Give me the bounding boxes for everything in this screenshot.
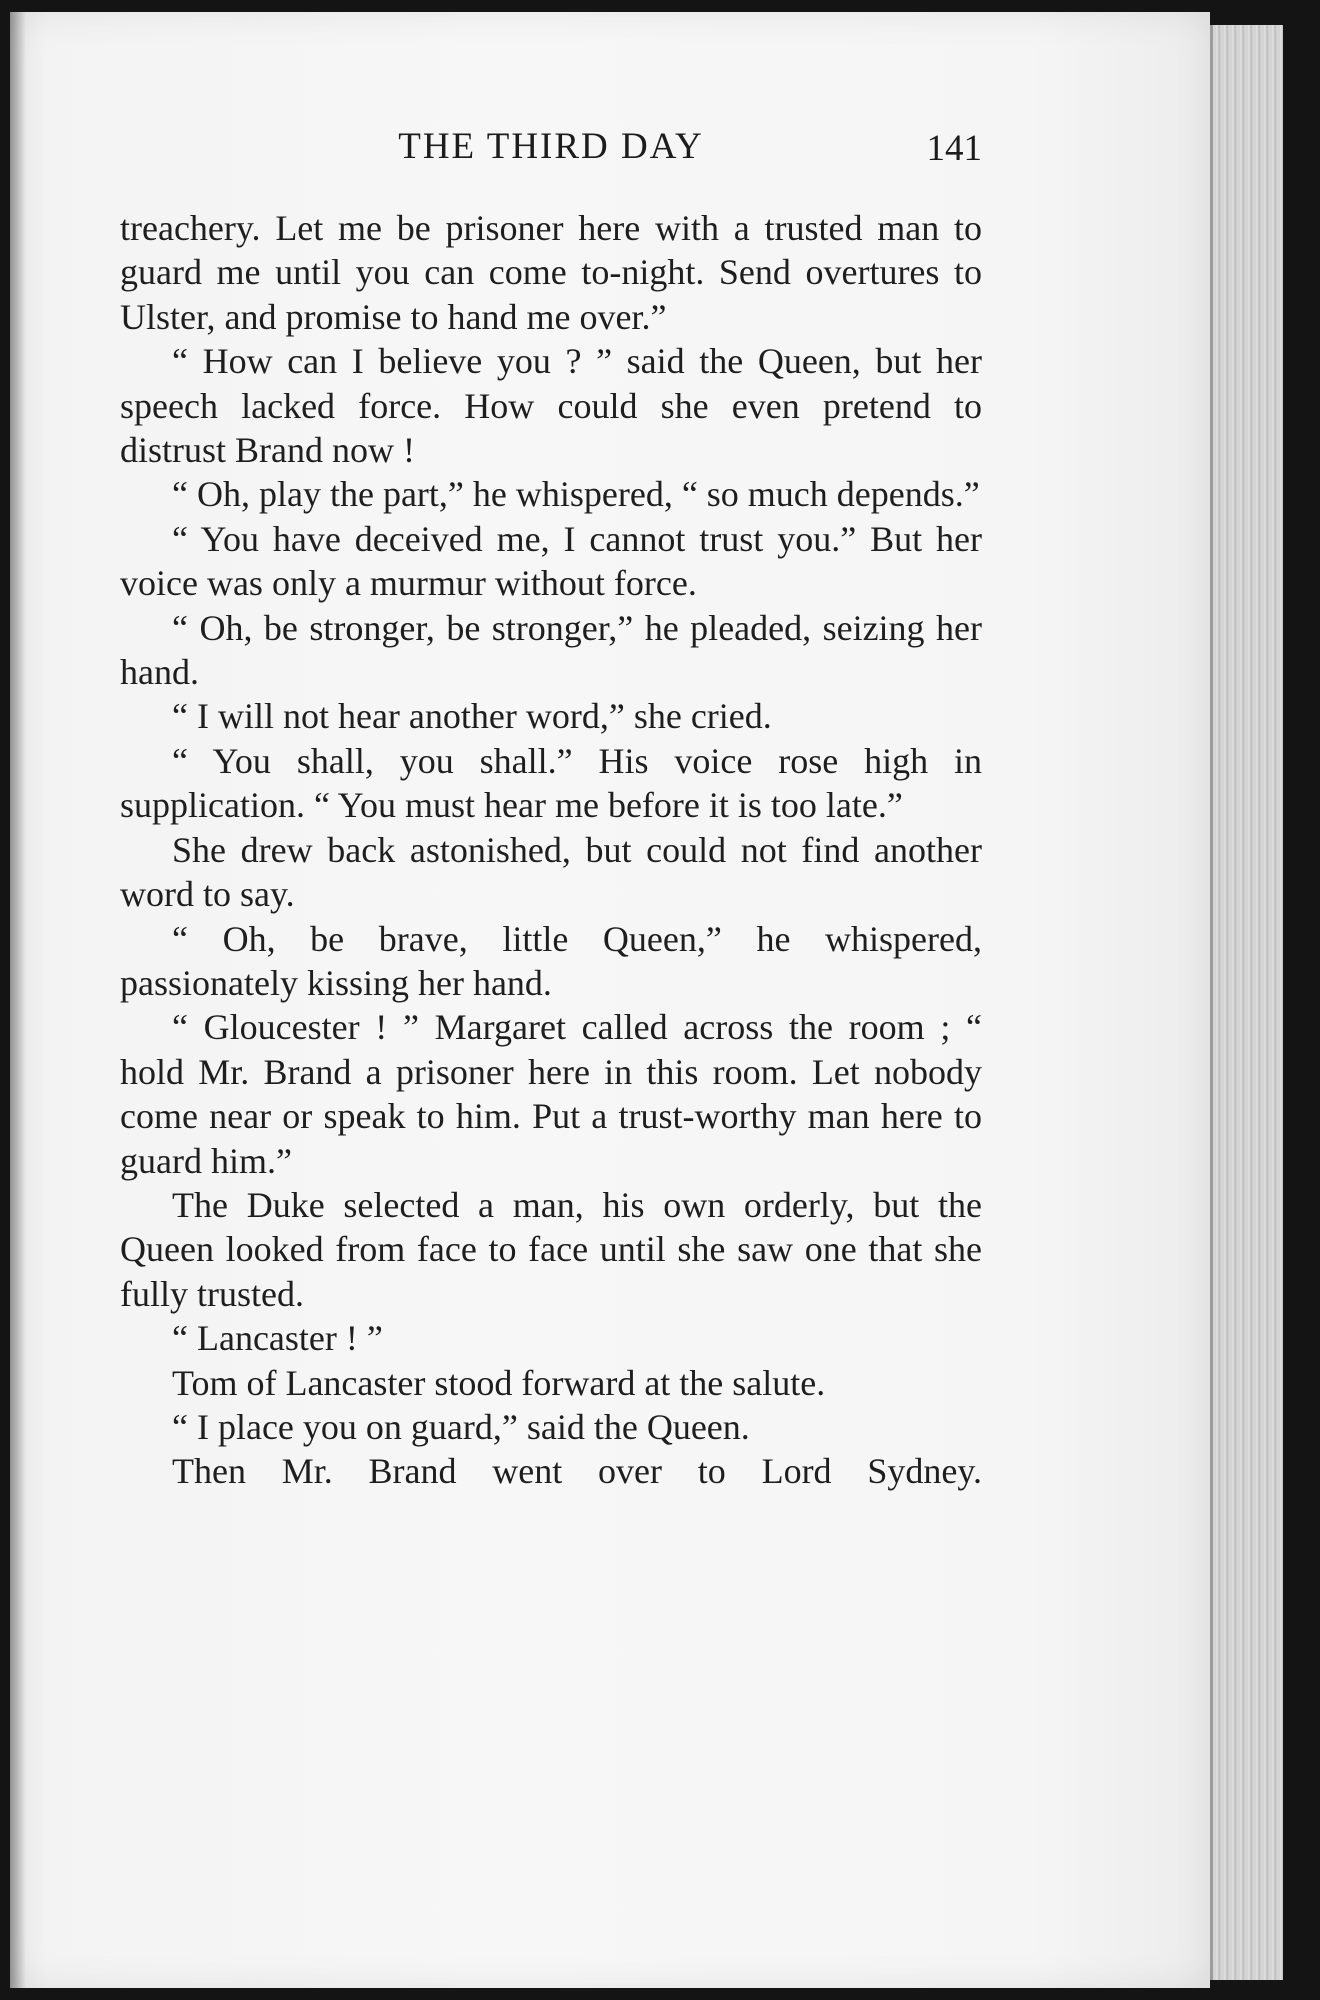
page-edges [1210,25,1283,1980]
paragraph: “ Oh, be brave, little Queen,” he whispered, passionately kissing her hand. [120,918,982,1003]
paragraph: “ How can I believe you ? ” said the Queen, but her speech lacked force. How could she even pretend to distrust Brand now ! [120,341,982,471]
paragraph: “ Oh, be stronger, be stronger,” he pleaded, seizing her hand. [120,607,982,693]
running-head: THE THIRD DAY [398,126,704,167]
body-text [120,206,982,1494]
paragraph: She drew back astonished, but could not find another word to say. [120,829,982,915]
spine-shadow [10,12,26,1988]
paragraph: “ Lancaster ! ” [172,1318,383,1359]
page-header [120,125,982,185]
paragraph: “ Oh, play the part,” he whispered, “ so much depends.” [172,474,980,515]
paragraph: “ You have deceived me, I cannot trust you.” But her voice was only a murmur without force. [120,518,982,604]
paragraph: “ You shall, you shall.” His voice rose high in supplication. “ You must hear me before it is too late.” [120,740,982,826]
paragraph: Then Mr. Brand went over to Lord Sydney. [172,1451,982,1492]
paragraph: The Duke selected a man, his own orderly, but the Queen looked from face to face until she saw one that she fully trusted. [120,1184,982,1314]
paragraph: treachery. Let me be prisoner here with a trusted man to guard me until you can come to-night. Send overtures to Ulster, and promise to hand me over.” [120,208,982,337]
paragraph: Tom of Lancaster stood forward at the salute. [172,1362,826,1403]
paragraph: “ I will not hear another word,” she cried. [172,696,772,737]
page-number: 141 [926,128,982,169]
paragraph: “ I place you on guard,” said the Queen. [172,1406,750,1447]
paragraph: “ Gloucester ! ” Margaret called across the room ; “ hold Mr. Brand a prisoner here in this room. Let nobody come near or speak to him. Put a trust-worthy man here to guard him.” [120,1007,982,1181]
